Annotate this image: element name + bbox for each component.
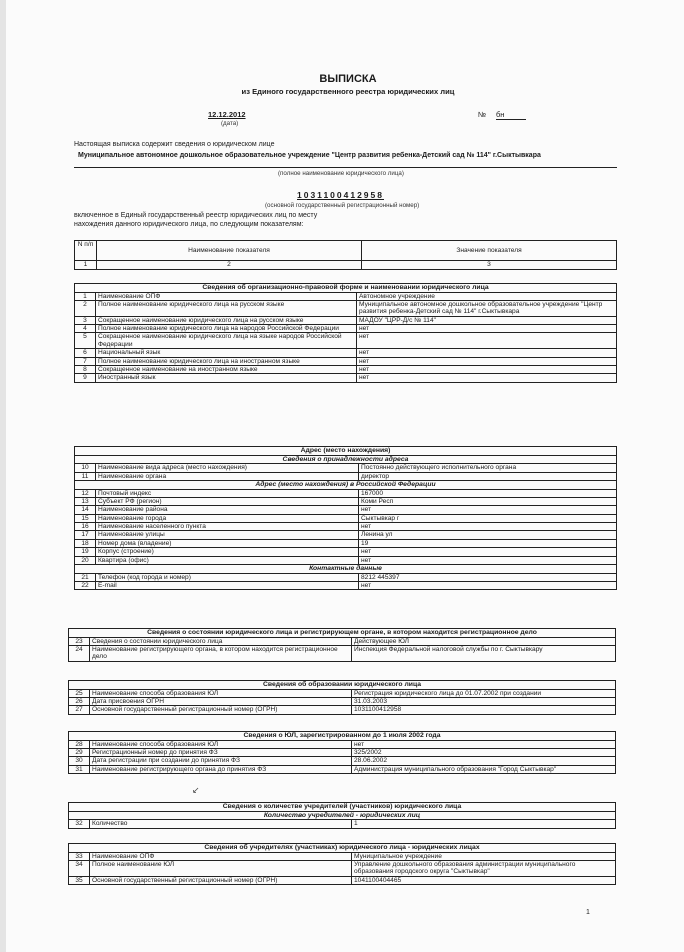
section-status-table [68, 628, 616, 662]
indicator-name: Наименование способа образования ЮЛ [90, 689, 352, 697]
indicator-value: нет [359, 556, 617, 564]
section-address-table [74, 446, 617, 590]
subsection-title: Количество учредителей - юридических лиц [69, 811, 616, 820]
row-number: 3 [75, 316, 96, 324]
row-number: 10 [75, 464, 96, 472]
indicator-value: Регистрация юридического лица до 01.07.2002 при создании [352, 689, 616, 697]
indicator-value: нет [357, 349, 617, 357]
table-row [75, 333, 617, 349]
indicator-value: 31.03.2003 [352, 697, 616, 705]
row-number: 29 [69, 748, 90, 756]
indicator-name: Регистрационный номер до принятия ФЗ [90, 748, 352, 756]
table-row [75, 523, 617, 531]
section-legal-form-table [74, 283, 617, 383]
table-row [69, 697, 616, 705]
indicator-value: нет [357, 374, 617, 382]
row-number: 25 [69, 689, 90, 697]
row-number: 5 [75, 333, 96, 349]
row-number: 33 [69, 852, 90, 860]
table-row [75, 316, 617, 324]
indicator-value: директор [359, 472, 617, 480]
indicator-value: Муниципальное учреждение [352, 852, 616, 860]
subsection-title: Адрес (место нахождения) в Российской Федерации [75, 480, 617, 489]
table-row [75, 514, 617, 522]
row-number: 8 [75, 365, 96, 373]
table-row [69, 852, 616, 860]
row-number: 26 [69, 697, 90, 705]
row-number: 15 [75, 514, 96, 522]
indicator-name: E-mail [96, 581, 359, 589]
intro-line: Настоящая выписка содержит сведения о юридическом лице [74, 141, 275, 148]
section-founders-table [68, 843, 616, 885]
row-number: 7 [75, 357, 96, 365]
indicator-name: Сокращенное наименование юридического лица на русском языке [96, 316, 357, 324]
indicator-value: 1031100412958 [352, 706, 616, 714]
indicator-value: нет [357, 365, 617, 373]
indicator-value: нет [357, 357, 617, 365]
column-index: 1 [75, 261, 97, 270]
ogrn-caption: (основной государственный регистрационный номер) [265, 202, 420, 209]
table-row [75, 292, 617, 300]
indicator-name: Субъект РФ (регион) [96, 497, 359, 505]
section-title: Адрес (место нахождения) [75, 447, 617, 456]
indicator-name: Сокращенное наименование юридического лица на языке народов Российской Федерации [96, 333, 357, 349]
indicator-value: Сыктывкар г [359, 514, 617, 522]
indicator-value: нет [352, 740, 616, 748]
row-number: 6 [75, 349, 96, 357]
indicator-name: Сокращенное наименование на иностранном языке [96, 365, 357, 373]
table-row [75, 489, 617, 497]
indicator-name: Дата присвоения ОГРН [90, 697, 352, 705]
divider [74, 167, 617, 168]
table-row [69, 645, 616, 661]
indicator-value: 1 [352, 820, 616, 828]
indicator-name: Наименование регистрирующего органа до принятия ФЗ [90, 765, 352, 773]
indicator-name: Полное наименование ЮЛ [90, 860, 352, 876]
indicator-name: Сведения о состоянии юридического лица [90, 637, 352, 645]
table-row [69, 860, 616, 876]
column-value-header: Значение показателя [362, 241, 617, 261]
row-number: 24 [69, 645, 90, 661]
table-row [69, 820, 616, 828]
table-row [69, 757, 616, 765]
date-caption: (дата) [221, 120, 239, 127]
table-row [75, 573, 617, 581]
ogrn-number: 1031100412958 [297, 190, 384, 200]
indicator-name: Полное наименование юридического лица на русском языке [96, 300, 357, 316]
indicator-name: Наименование регистрирующего органа, в котором находится регистрационное дело [90, 645, 352, 661]
column-number-header: N п/п [75, 241, 97, 261]
rows [75, 292, 617, 382]
indicator-name: Наименование вида адреса (место нахождения) [96, 464, 359, 472]
extract-date: 12.12.2012 [208, 110, 246, 119]
pen-mark: ↙ [192, 785, 200, 795]
section-title: Сведения об организационно-правовой форме и наименовании юридического лица [75, 284, 617, 293]
indicator-name: Полное наименование юридического лица на народов Российской Федерации [96, 325, 357, 333]
indicator-value: Коми Респ [359, 497, 617, 505]
section-title: Сведения об учредителях (участниках) юридического лица - юридических лицах [69, 844, 616, 853]
section-founders-count-table [68, 802, 616, 829]
table-row [69, 637, 616, 645]
indicator-name: Наименование улицы [96, 531, 359, 539]
indicator-value: 325/2002 [352, 748, 616, 756]
indicator-name: Наименование населенного пункта [96, 523, 359, 531]
table-row [69, 689, 616, 697]
row-number: 12 [75, 489, 96, 497]
subsection-title: Сведения о принадлежности адреса [75, 455, 617, 464]
indicator-name: Наименование района [96, 506, 359, 514]
table-row [69, 748, 616, 756]
row-number: 22 [75, 581, 96, 589]
row-number: 18 [75, 539, 96, 547]
section-pre2002-table [68, 731, 616, 774]
indicator-value: Администрация муниципального образования "Город Сыктывкар" [352, 765, 616, 773]
indicator-value: МАДОУ "ЦРР-Д/с № 114" [357, 316, 617, 324]
indicator-value: Инспекция Федеральной налоговой службы по г. Сыктывкару [352, 645, 616, 661]
row-number: 20 [75, 556, 96, 564]
indicator-name: Иностранный язык [96, 374, 357, 382]
subsection-title: Контактные данные [75, 564, 617, 573]
indicator-value: 28.06.2002 [352, 757, 616, 765]
row-number: 14 [75, 506, 96, 514]
table-row [75, 548, 617, 556]
table-row [75, 506, 617, 514]
indicator-value: 167000 [359, 489, 617, 497]
table-row [75, 497, 617, 505]
indicator-value: 19 [359, 539, 617, 547]
indicator-name: Основной государственный регистрационный номер (ОГРН) [90, 706, 352, 714]
row-number: 13 [75, 497, 96, 505]
table-row [75, 581, 617, 589]
row-number: 11 [75, 472, 96, 480]
row-number: 27 [69, 706, 90, 714]
table-row [75, 300, 617, 316]
included-line-2: нахождения данного юридического лица, по следующим показателям: [74, 221, 304, 228]
table-row [69, 740, 616, 748]
section-title: Сведения о состоянии юридического лица и регистрирующем органе, в котором находится регистрационное дело [69, 629, 616, 638]
table-row [75, 531, 617, 539]
indicator-name: Наименование ОПФ [90, 852, 352, 860]
indicator-value: 8212 445397 [359, 573, 617, 581]
indicator-name: Дата регистрации при создании до принятия ФЗ [90, 757, 352, 765]
column-name-header: Наименование показателя [97, 241, 362, 261]
indicator-value: нет [359, 548, 617, 556]
row-number: 30 [69, 757, 90, 765]
column-index: 3 [362, 261, 617, 270]
included-line-1: включенное в Единый государственный реестр юридических лиц по месту [74, 212, 318, 219]
indicator-name: Почтовый индекс [96, 489, 359, 497]
row-number: 32 [69, 820, 90, 828]
indicator-name: Номер дома (владение) [96, 539, 359, 547]
indicator-name: Квартира (офис) [96, 556, 359, 564]
section-title: Сведения о ЮЛ, зарегистрированном до 1 июля 2002 года [69, 732, 616, 741]
indicator-value: Действующее ЮЛ [352, 637, 616, 645]
row-number: 28 [69, 740, 90, 748]
table-row [69, 876, 616, 884]
indicator-name: Наименование способа образования ЮЛ [90, 740, 352, 748]
indicator-value: Автономное учреждение [357, 292, 617, 300]
indicator-value: Постоянно действующего исполнительного органа [359, 464, 617, 472]
row-number: 1 [75, 292, 96, 300]
indicator-name: Наименование органа [96, 472, 359, 480]
indicator-name: Основной государственный регистрационный номер (ОГРН) [90, 876, 352, 884]
row-number: 35 [69, 876, 90, 884]
indicator-value: нет [357, 325, 617, 333]
indicator-value: 1041100404465 [352, 876, 616, 884]
table-row [75, 374, 617, 382]
table-row [75, 349, 617, 357]
section-formation-table [68, 680, 616, 715]
org-caption: (полное наименование юридического лица) [278, 170, 404, 177]
table-row [69, 706, 616, 714]
row-number: 21 [75, 573, 96, 581]
table-row [75, 539, 617, 547]
row-number: 9 [75, 374, 96, 382]
indicator-name: Телефон (код города и номер) [96, 573, 359, 581]
indicator-name: Количество [90, 820, 352, 828]
indicator-value: нет [357, 333, 617, 349]
row-number: 19 [75, 548, 96, 556]
indicator-name: Корпус (строение) [96, 548, 359, 556]
document-title: ВЫПИСКА [319, 73, 377, 85]
table-row [75, 325, 617, 333]
column-index: 2 [97, 261, 362, 270]
table-row [75, 357, 617, 365]
indicator-value: Управление дошкольного образования администрации муниципального образования городского округа "Сыктывкар" [352, 860, 616, 876]
indicator-value: нет [359, 581, 617, 589]
page-number: 1 [586, 909, 590, 916]
indicator-value: Муниципальное автономное дошкольное образовательное учреждение "Центр развития ребенка-Детский сад № 114" г.Сыктывкара [357, 300, 617, 316]
table-row [75, 472, 617, 480]
number-value: бн [496, 110, 526, 120]
row-number: 23 [69, 637, 90, 645]
section-title: Сведения об образовании юридического лица [69, 681, 616, 690]
indicator-name: Национальный язык [96, 349, 357, 357]
table-row [75, 365, 617, 373]
row-number: 17 [75, 531, 96, 539]
row-number: 31 [69, 765, 90, 773]
number-label: № [478, 110, 487, 119]
column-header-table [74, 240, 617, 270]
table-row [75, 464, 617, 472]
row-number: 2 [75, 300, 96, 316]
section-title: Сведения о количестве учредителей (участников) юридического лица [69, 803, 616, 812]
indicator-value: нет [359, 523, 617, 531]
indicator-name: Наименование города [96, 514, 359, 522]
row-number: 34 [69, 860, 90, 876]
organization-name: Муниципальное автономное дошкольное образовательное учреждение "Центр развития ребенка-Детский сад № 114" г.Сыктывкара [78, 152, 541, 159]
indicator-name: Наименование ОПФ [96, 292, 357, 300]
row-number: 16 [75, 523, 96, 531]
indicator-value: Ленина ул [359, 531, 617, 539]
indicator-name: Полное наименование юридического лица на иностранном языке [96, 357, 357, 365]
document-subtitle: из Единого государственного реестра юридических лиц [241, 87, 455, 96]
table-row [75, 556, 617, 564]
row-number: 4 [75, 325, 96, 333]
indicator-value: нет [359, 506, 617, 514]
table-row [69, 765, 616, 773]
